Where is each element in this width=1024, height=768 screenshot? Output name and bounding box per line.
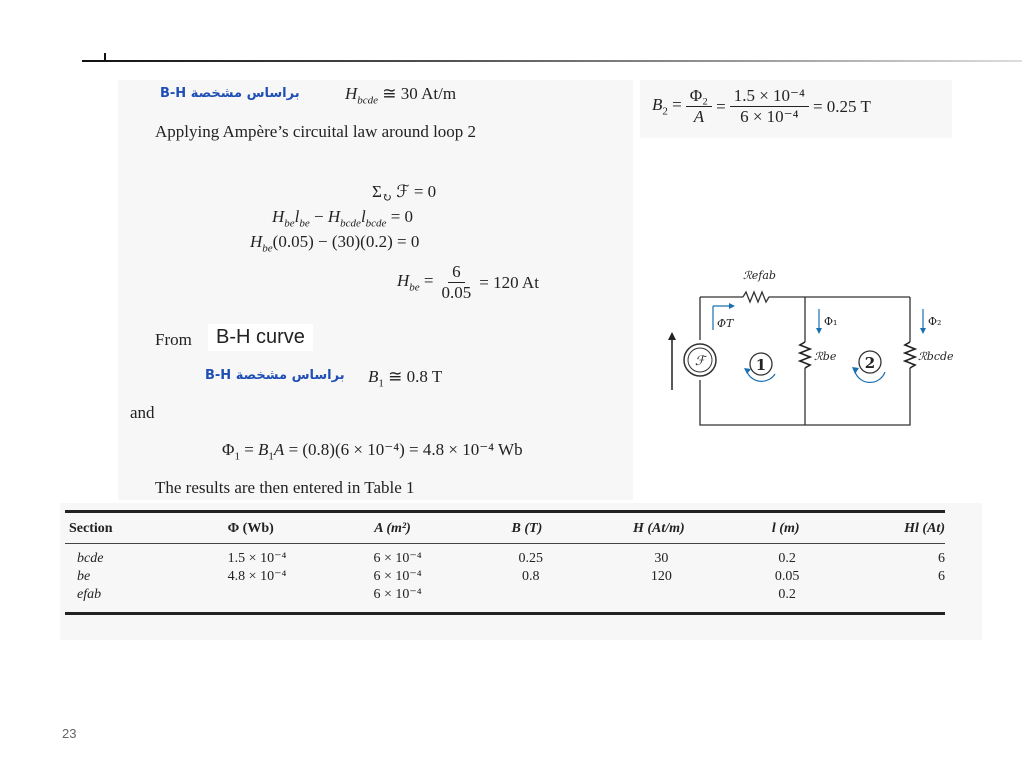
page-number: 23 <box>62 726 77 741</box>
table-cell-h: 120 <box>650 569 672 584</box>
table-header-length: l (m) <box>771 521 800 536</box>
table-cell-hl: 6 <box>938 551 945 566</box>
bh-curve-label: B-H curve <box>208 324 313 351</box>
table-cell-length: 0.05 <box>774 569 800 584</box>
hbcde-equation: $H_{bcde}$ ≅ 30 At/m <box>345 84 457 107</box>
phi-2-label: Φ₂ <box>928 315 942 328</box>
b1-value: ≅ 0.8 T <box>388 367 443 386</box>
hl-equation: $H_{be}l_{be} - H_{bcde}l_{bcde} = 0$ <box>272 207 414 230</box>
loop-1-label: 1 <box>755 356 767 374</box>
b1-equation: $B_1$ ≅ 0.8 T <box>368 367 443 390</box>
table-header-row <box>65 513 945 543</box>
applying-text: Applying Ampère’s circuital law around loop 2 <box>155 122 477 141</box>
from-text: From <box>155 330 192 349</box>
hl-rhs: = 0 <box>390 207 414 226</box>
hbe-denominator: 0.05 <box>441 283 472 302</box>
table-cell-h: 30 <box>654 551 669 566</box>
sum-mmf-equation: $\Sigma_↻$ ℱ = 0 <box>372 182 437 205</box>
table-bottom-rule <box>65 612 945 615</box>
table-cell-area: 6 × 10⁻⁴ <box>373 569 422 584</box>
table-row <box>65 550 945 568</box>
table-cell-length: 0.2 <box>778 551 796 566</box>
table-cell-flux: 4.8 × 10⁻⁴ <box>227 569 287 584</box>
table-cell-area: 6 × 10⁻⁴ <box>373 551 422 566</box>
table-row <box>65 568 945 586</box>
table-header-h: H (At/m) <box>632 521 685 536</box>
hbe-numerator: 6 <box>448 262 465 283</box>
table-cell-b: 0.25 <box>518 551 543 566</box>
table-header-rule <box>65 543 945 544</box>
table-header-section: Section <box>69 521 113 536</box>
results-table <box>65 510 945 615</box>
b2-numerator-1: Φ₂ <box>686 86 712 107</box>
hbe-result: = 120 At <box>479 272 539 292</box>
loop-2-label: 2 <box>864 354 876 372</box>
b2-equation: $B_2$ = $\frac{\text{Φ₂}}{A}$ = $\frac{\text{1.5 × 10⁻⁴}}{\text{6 × 10⁻⁴}}$ = 0.25 T <box>652 86 871 126</box>
r-efab-resistor <box>743 292 771 302</box>
b2-result: = 0.25 T <box>812 96 871 116</box>
phi1-rhs: = (0.8)(6 × 10⁻⁴) = 4.8 × 10⁻⁴ Wb <box>288 440 523 459</box>
scan-background-main <box>118 80 633 500</box>
r-bcde-label: ℛbcde <box>918 350 954 363</box>
arabic-note-1: براساس مشخصة B-H <box>160 86 300 101</box>
table-header-hl: Hl (At) <box>904 521 945 536</box>
sum-mmf-rhs: = 0 <box>413 182 437 201</box>
table-header-b: B (T) <box>511 521 543 536</box>
b2-fraction-2 <box>730 86 809 127</box>
table-cell-section: bcde <box>77 551 104 566</box>
arabic-note-2: براساس مشخصة B-H <box>205 368 345 383</box>
b2-denominator-1: A <box>693 107 705 126</box>
and-text: and <box>130 403 155 422</box>
hbe-fraction <box>438 262 476 303</box>
phi-1-label: Φ₁ <box>824 315 838 328</box>
table-cell-h <box>595 586 728 604</box>
results-text: The results are then entered in Table 1 <box>155 478 415 497</box>
table-cell-b: 0.8 <box>521 569 540 584</box>
magnetic-circuit-diagram <box>655 262 965 437</box>
mmf-source-label: ℱ <box>694 354 706 369</box>
hbe-substitution-rhs: = 0 <box>396 232 420 251</box>
table-cell-flux: 1.5 × 10⁻⁴ <box>227 551 287 566</box>
table-row <box>65 586 945 604</box>
table-cell-section: be <box>77 569 91 584</box>
r-be-label: ℛbe <box>814 350 837 363</box>
table-header-flux: Φ (Wb) <box>227 521 274 536</box>
top-divider <box>82 60 1022 62</box>
table-cell-area: 6 × 10⁻⁴ <box>373 587 422 602</box>
b2-numerator-2: 1.5 × 10⁻⁴ <box>730 86 809 107</box>
b2-denominator-2: 6 × 10⁻⁴ <box>740 107 799 126</box>
phi1-equation: $\Phi_1 = B_1A = (0.8)(6 \times 10^{-4}) = 4.8 \times 10^{-4}$ Wb <box>222 440 523 463</box>
table-cell-hl <box>846 586 945 604</box>
table-cell-length: 0.2 <box>778 587 796 602</box>
hbe-substitution-lhs: (0.05) − (30)(0.2) <box>272 232 393 251</box>
hbe-substitution-equation: $H_{be}(0.05) - (30)(0.2) = 0$ <box>250 232 420 255</box>
hbcde-value: ≅ 30 At/m <box>382 84 457 103</box>
table-cell-b <box>467 586 595 604</box>
table-cell-section: efab <box>77 587 102 602</box>
b2-fraction-1 <box>686 86 712 127</box>
table-header-area: A (m²) <box>374 521 411 536</box>
top-divider-tick <box>104 53 106 61</box>
phi-t-label: ΦT <box>717 317 734 330</box>
hbe-result-equation: $H_{be}$ = $\frac{6}{0.05}$ = 120 At <box>397 262 539 302</box>
table-cell-flux <box>186 586 329 604</box>
r-efab-label: ℛefab <box>743 269 776 282</box>
table-cell-hl: 6 <box>938 569 945 584</box>
